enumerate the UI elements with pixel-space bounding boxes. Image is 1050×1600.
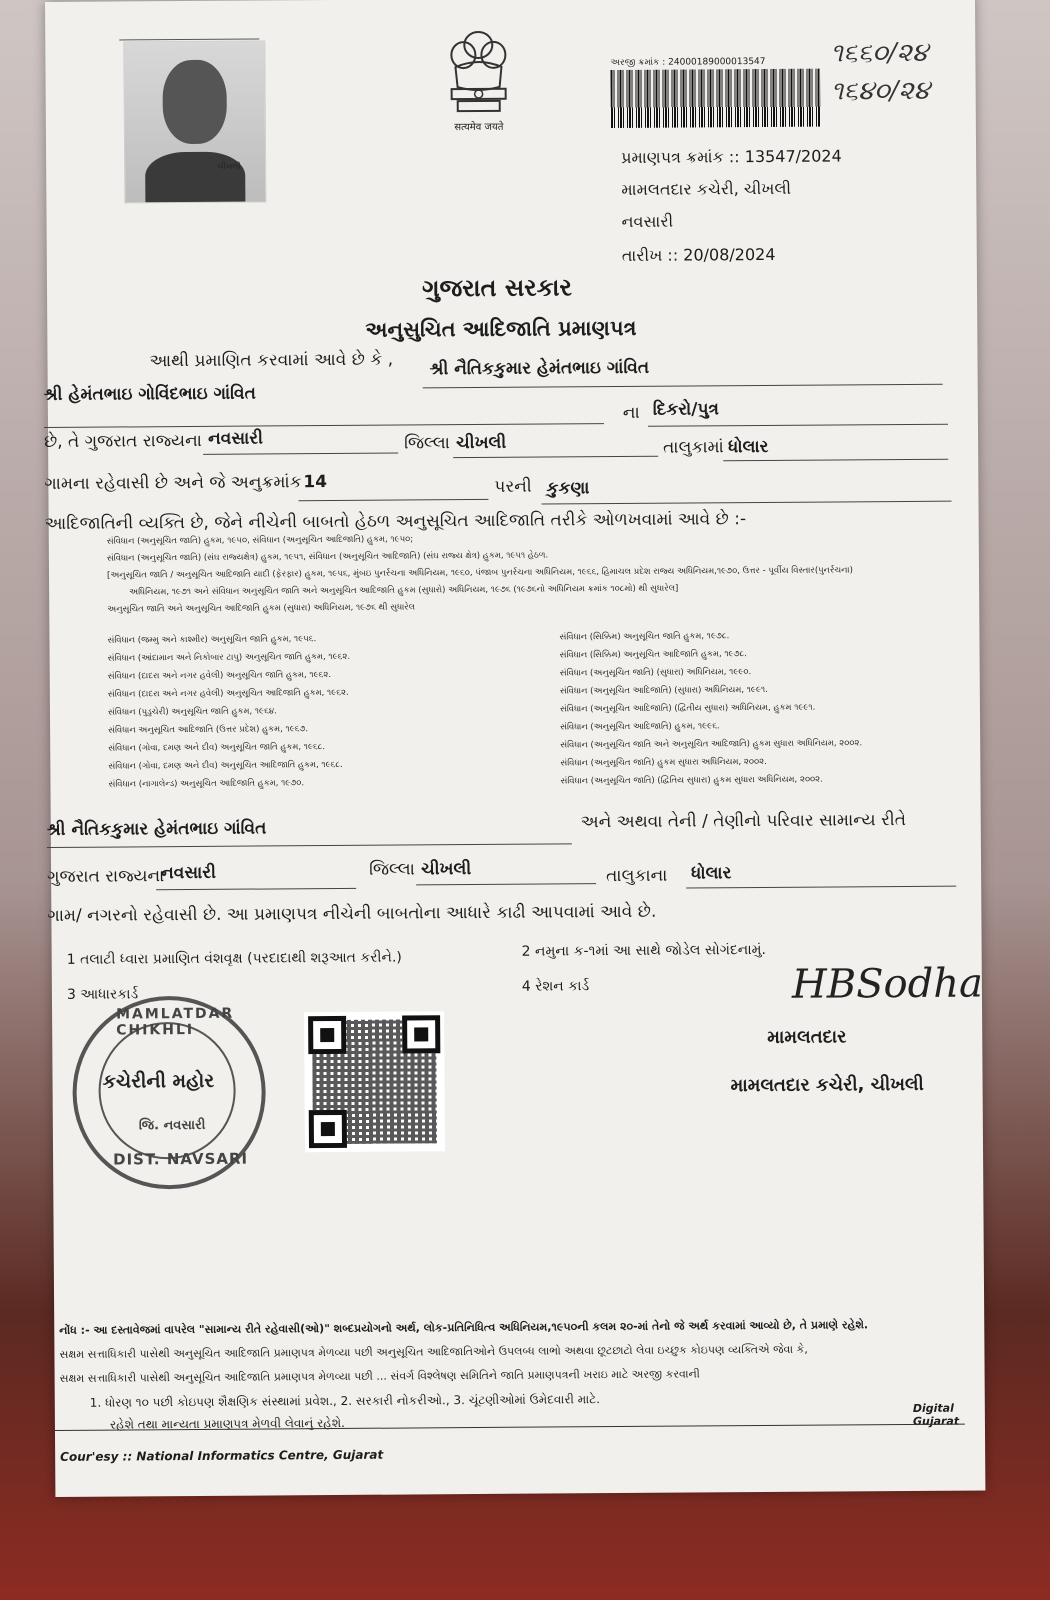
district-line (203, 453, 398, 455)
basis-statement: ગામ/ નગરનો રહેવાસી છે. આ પ્રમાણપત્ર નીચેની બાબતોના આધારે કાઢી આપવામાં આવે છે. (47, 901, 657, 927)
order-item: સંવિધાન (સિક્કિમ) અનુસૂચિત આદિજાતિ હુકમ, ૧૯૭૮. (559, 649, 747, 661)
resident-label: ગામના રહેવાસી છે અને જે અનુક્રમાંક (44, 472, 302, 495)
signatory-office: મામલતદાર કચેરી, ચીખલી (730, 1073, 924, 1097)
caste-value: કુકણા (546, 478, 590, 499)
page-title: ગુજરાત સરકાર (421, 273, 572, 303)
order-item: સંવિધાન (સિક્કિમ) અનુસૂચિત જાતિ હુકમ, ૧૯૭૮. (559, 631, 730, 643)
handwritten-number-bottom: ૧૬૪૦/૨૪ (830, 75, 930, 107)
rules-block (107, 530, 958, 617)
district-value: નવસારી (207, 428, 263, 449)
person-name-repeat-line (47, 843, 572, 848)
certificate-page (45, 0, 985, 1497)
village-repeat-line (686, 886, 956, 889)
footer-note: 1. ધોરણ ૧૦ પછી કોઇપણ શૈક્ષણિક સંસ્થામાં પ્રવેશ., 2. સરકારી નોકરીઓ., 3. ચૂંટણીઓમાં ઉમેદવારી માટે. (89, 1392, 601, 1410)
order-item: સંવિધાન (દાદરા અને નગર હવેલી) અનુસૂચિત જાતિ હુકમ, ૧૯૬૨. (107, 670, 332, 682)
serial-line (298, 499, 488, 501)
footer-note: નોંધ :- આ દસ્તાવેજમાં વાપરેલ "સામાન્ય રીતે રહેવાસી(ઓ)" શબ્દપ્રયોગનો અર્થ, લોક-પ્રતિનિધિત્વ અધિનિયમ,૧૯૫૦ની કલમ ૨૦-માં તેનો જે અર્થ કરવામાં આવ્યો છે, તે પ્રમાણે રહેશે. (59, 1318, 869, 1337)
person-name-repeat: શ્રી નૈતિકકુમાર હેમંતભાઇ ગાંવિત (46, 818, 267, 841)
rule-line: [અનુસૂચિત જાતિ / અનુસૂચિત આદિજાતિ યાદી (ફેરફાર) હુકમ, ૧૯૫૬, મુંબઇ પુનર્રચના અધિનિયમ, ૧૯૬૦, પંજાબ પુનર્રચના અધિનિયમ, ૧૯૬૬, હિમાચલ પ્રદેશ રાજ્ય અધિનિયમ,૧૯૭૦, ઉત્તર - પૂર્વીય વિસ્તાર(પુનર્રચના) (106, 565, 853, 581)
seal-lower-text: જિ. નવસારી (138, 1117, 206, 1134)
ashoka-lion-icon (443, 27, 514, 119)
courtesy-label: Cour'esy :: National Informatics Centre, Gujarat (60, 1447, 384, 1464)
rule-line: અનુસૂચિત જાતિ અને અનુસૂચિત આદિજાતિ હુકમ (સુધારા) અધિનિયમ, ૧૯૭૬ થી સુધારેલ (107, 602, 416, 615)
orders-left-column (107, 629, 548, 794)
order-item: સંવિધાન (અનુસૂચિત જાતિ) (દ્વિતિય સુધારા) હુકમ સુધારા અધિનિયમ, ૨૦૦૨. (560, 774, 823, 787)
footer-note: સક્ષમ સત્તાધિકારી પાસેથી અનુસૂચિત આદિજાતિ પ્રમાણપત્ર મેળવ્યા પછી ... સંવર્ગ વિશ્લેષણ સમિતિને જાતિ પ્રમાણપત્રની ખરાઇ માટે અરજી કરવાની (59, 1367, 700, 1385)
seal-middle-text: કચેરીની મહોર (102, 1069, 215, 1093)
village-value: ધોલાર (728, 436, 769, 458)
application-number: અરજી ક્રમાંક : 24000189000013547 (610, 56, 766, 69)
issue-date: તારીખ :: 20/08/2024 (621, 244, 776, 265)
applicant-photo (123, 40, 266, 203)
qr-finder-top-right (402, 1015, 440, 1053)
tribe-statement: આદિજાતિની વ્યક્તિ છે, જેને નીચેની બાબતો હેઠળ અનુસૂચિત આદિજાતિ તરીકે ઓળખવામાં આવે છે :- (44, 509, 747, 535)
seal-bottom-text: DIST. NAVSARI (113, 1149, 249, 1169)
rule-line: સંવિધાન (અનુસૂચિત જાતિ) (સંઘ રાજ્યક્ષેત્ર) હુકમ, ૧૯૫૧, સંવિધાન (અનુસૂચિત આદિજાતિ) (સંઘ રાજ્ય ક્ષેત્ર) હુકમ, ૧૯૫૧ હેઠળ. (106, 550, 549, 564)
order-item: સંવિધાન (અનુસૂચિત જાતિ અને અનુસૂચિત આદિજાતિ) હુકમ સુધારા અધિનિયમ, ૨૦૦૨. (560, 738, 863, 751)
seal-top-text: MAMLATDAR CHIKHLI (116, 1005, 235, 1039)
taluka-label-repeat: તાલુકાના (606, 865, 668, 887)
taluka-repeat-line (416, 883, 596, 885)
qr-finder-bottom-left (309, 1110, 347, 1148)
state-emblem (433, 27, 524, 143)
document-item: 1 તલાટી ધ્વારા પ્રમાણિત વંશવૃક્ષ (પરદાદાથી શરૂઆત કરીને.) (66, 949, 402, 968)
order-item: સંવિધાન (નાગાલેન્ડ) અનુસૂચિત આદિજાતિ હુકમ, ૧૯૭૦. (108, 778, 305, 790)
caste-label: પરની (494, 476, 532, 497)
of-label: ના (622, 402, 640, 423)
digital-gujarat-label: Digital Gujarat (912, 1401, 960, 1428)
state-label-repeat: ગુજરાત રાજ્યના (47, 866, 165, 888)
order-item: સંવિધાન (અનુસૂચિત આદિજાતિ) હુકમ, ૧૯૯૬. (560, 721, 720, 733)
barcode-graphic (610, 69, 820, 128)
district-label-repeat: જિલ્લા (368, 859, 415, 880)
official-seal (72, 995, 266, 1189)
person-name: શ્રી નૈતિકકુમાર હેમંતભાઇ ગાંવિત (429, 357, 650, 380)
orders-right-column (559, 626, 960, 791)
order-item: સંવિધાન (અનુસૂચિત આદિજાતિ) (દ્વિતીય સુધારા) અધિનિયમ, હુકમ ૧૯૯૧. (559, 702, 816, 715)
footer-note: સક્ષમ સત્તાધિકારી પાસેથી અનુસૂચિત આદિજાતિ પ્રમાણપત્ર મેળવ્યા પછી અનુસૂચિત આદિજાતિઓને ઉપલબ્ધ લાભો અથવા છૂટછાટો લેવા ઇચ્છુક કોઇપણ વ્યક્તિએ જેવા કે, (59, 1342, 808, 1361)
village-line (723, 459, 948, 462)
issuing-district: નવસારી (621, 211, 674, 231)
order-item: સંવિધાન (પુડુચેરી) અનુસૂચિત જાતિ હુકમ, ૧૯૬૪. (107, 706, 277, 718)
district-repeat-line (156, 888, 356, 890)
order-item: સંવિધાન (દાદરા અને નગર હવેલી) અનુસૂચિત આદિજાતિ હુકમ, ૧૯૬૨. (107, 687, 349, 700)
person-name-line (423, 384, 943, 389)
signatory-designation: મામલતદાર (767, 1026, 847, 1048)
relation-line (648, 424, 948, 427)
document-item: 4 રેશન કાર્ડ (521, 978, 590, 995)
order-item: સંવિધાન અનુસૂચિત આદિજાતિ (ઉત્તર પ્રદેશ) હુકમ, ૧૯૬૭. (108, 724, 309, 736)
certify-label: આથી પ્રમાણિત કરવામાં આવે છે કે , (149, 349, 394, 372)
rule-line: અધિનિયમ, ૧૯૭૧ અને સંવિધાન અનુસૂચિત જાતિ અને અનુસૂચિત આદિજાતિ હુકમ (સુધારો) અધિનિયમ, ૧૯૭૬ (૧૯૭૬નો અધિનિયમ ક્રમાંક ૧૦૮મો) થી સુધારેલ] (129, 583, 679, 598)
footer-note: રહેશે તથા માન્યતા પ્રમાણપત્ર મેળવી લેવાનું રહેશે. (109, 1415, 345, 1432)
order-item: સંવિધાન (જમ્મુ અને કાશ્મીર) અનુસૂચિત જાતિ હુકમ, ૧૯૫૬. (107, 634, 317, 646)
signature-mark: HBSodha (791, 960, 984, 1008)
serial-number: 14 (303, 472, 328, 493)
issuing-office: મામલતદાર કચેરી, ચીખલી (621, 178, 792, 199)
photo-shoulders (145, 152, 245, 204)
qr-code (304, 1011, 445, 1152)
certificate-title: અનુસુચિત આદિજાતિ પ્રમાણપત્ર (365, 315, 637, 342)
qr-finder-top-left (308, 1016, 346, 1054)
relation: દિકરો/પુત્ર (652, 399, 720, 420)
order-item: સંવિધાન (ગોવા, દમણ અને દીવ) અનુસૂચિત આદિજાતિ હુકમ, ૧૯૬૮. (108, 759, 343, 772)
state-label: છે, તે ગુજરાત રાજ્યના (44, 430, 202, 453)
photo-caption: ચીખલી (217, 161, 241, 171)
father-name-line (44, 423, 604, 428)
order-item: સંવિધાન (અનુસૂચિત આદિજાતિ) (સુધારા) અધિનિયમ, ૧૯૯૧. (559, 684, 768, 697)
taluka-value: ચીખલી (456, 432, 507, 454)
taluka-value-repeat: ચીખલી (420, 859, 472, 880)
taluka-line (453, 456, 658, 458)
village-value-repeat: ધોલાર (691, 863, 732, 884)
district-label: જિલ્લા (404, 433, 450, 454)
family-label: અને અથવા તેની / તેણીનો પરિવાર સામાન્ય રીતે (580, 810, 907, 833)
document-item: 2 નમુના ક-૧માં આ સાથે જોડેલ સોગંદનામું. (521, 941, 767, 960)
father-name: શ્રી હેમંતભાઇ ગોવિંદભાઇ ગાંવિત (43, 383, 256, 406)
document-item: 3 આધારકાર્ડ (66, 986, 139, 1003)
district-value-repeat: નવસારી (161, 862, 216, 884)
handwritten-number-top: ૧૬૬૦/૨૪ (830, 37, 929, 69)
certificate-number: પ્રમાણપત્ર ક્રમાંક :: 13547/2024 (621, 146, 842, 167)
rule-line: સંવિધાન (અનુસૂચિત જાતિ) હુકમ, ૧૯૫૦, સંવિધાન (અનુસૂચિત આદિજાતિ) હુકમ, ૧૯૫૦; (106, 534, 414, 547)
barcode-block (610, 57, 820, 128)
emblem-motto: सत्यमेव जयते (454, 121, 504, 134)
order-item: સંવિધાન (આંદામાન અને નિકોબાર ટાપુ) અનુસૂચિત જાતિ હુકમ, ૧૯૬૨. (107, 651, 351, 664)
caste-line (542, 501, 952, 505)
order-item: સંવિધાન (ગોવા, દમણ અને દીવ) અનુસૂચિત જાતિ હુકમ, ૧૯૬૮. (108, 742, 326, 754)
order-item: સંવિધાન (અનુસૂચિત જાતિ) (સુધારા) અધિનિયમ, ૧૯૯૦. (559, 667, 752, 679)
order-item: સંવિધાન (અનુસૂચિત જાતિ) હુકમ સુધારા અધિનિયમ, ૨૦૦૨. (560, 756, 767, 769)
photo-face (162, 60, 227, 144)
taluka-label: તાલુકામાં (663, 437, 724, 458)
